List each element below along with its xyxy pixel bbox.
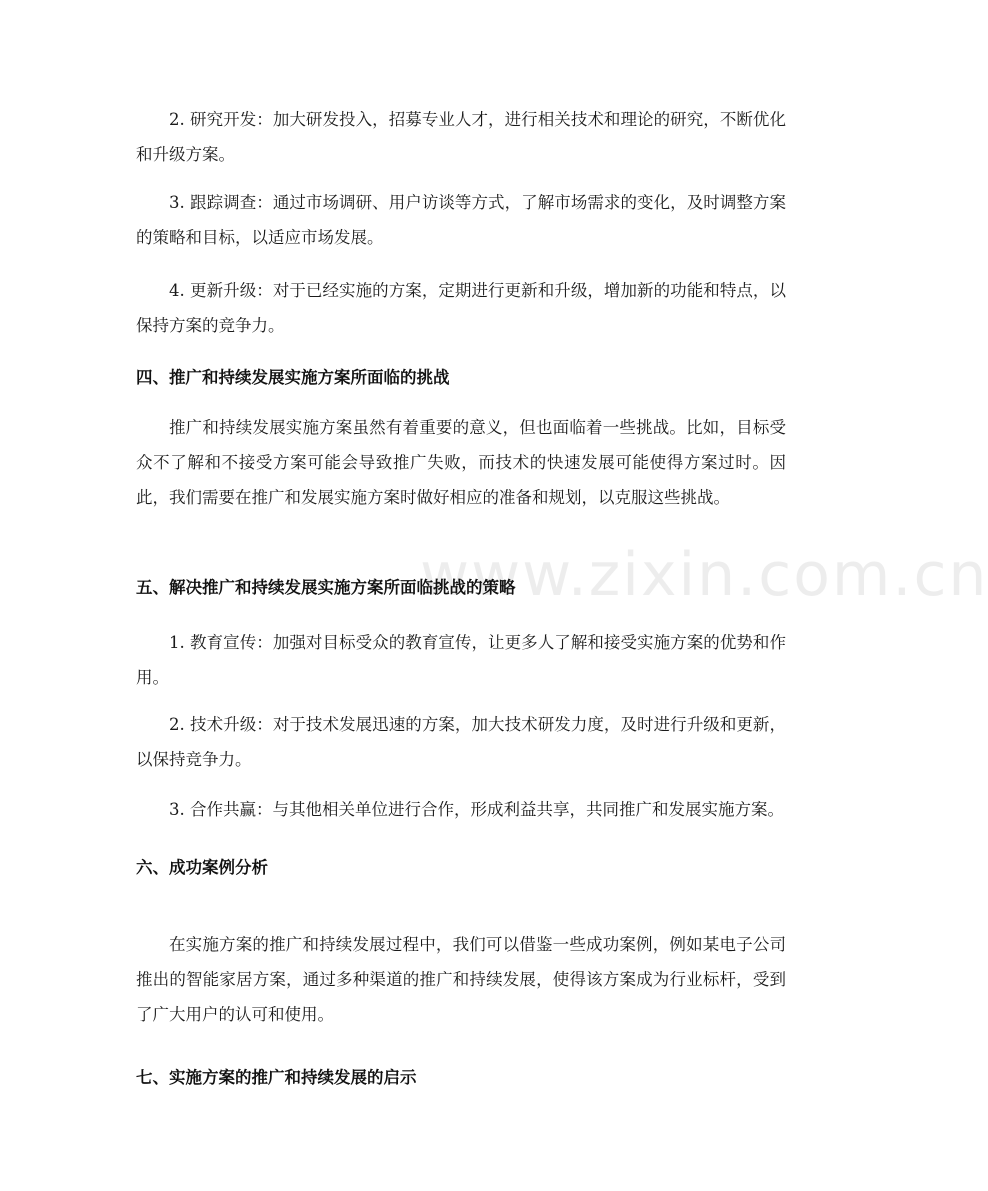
section-heading-insights: 七、实施方案的推广和持续发展的启示 [136, 1068, 417, 1087]
paragraph-tracking-survey: 3. 跟踪调查：通过市场调研、用户访谈等方式，了解市场需求的变化，及时调整方案的策略和目标，以适应市场发展。 [136, 193, 786, 247]
paragraph-research-development: 2. 研究开发：加大研发投入，招募专业人才，进行相关技术和理论的研究，不断优化和升级方案。 [136, 110, 786, 164]
paragraph-education-publicity: 1. 教育宣传：加强对目标受众的教育宣传，让更多人了解和接受实施方案的优势和作用。 [136, 633, 786, 687]
paragraph-challenges: 推广和持续发展实施方案虽然有着重要的意义，但也面临着一些挑战。比如，目标受众不了解和不接受方案可能会导致推广失败，而技术的快速发展可能使得方案过时。因此，我们需要在推广和发展实施方案时做好相应的准备和规划，以克服这些挑战。 [136, 418, 786, 507]
paragraph-case-study: 在实施方案的推广和持续发展过程中，我们可以借鉴一些成功案例，例如某电子公司推出的智能家居方案，通过多种渠道的推广和持续发展，使得该方案成为行业标杆，受到了广大用户的认可和使用。 [136, 935, 786, 1024]
watermark: www.zixin.com.cn [420, 540, 988, 610]
paragraph-technology-upgrade: 2. 技术升级：对于技术发展迅速的方案，加大技术研发力度，及时进行升级和更新，以保持竞争力。 [136, 715, 786, 769]
paragraph-cooperation: 3. 合作共赢：与其他相关单位进行合作，形成利益共享，共同推广和发展实施方案。 [169, 800, 784, 819]
paragraph-update-upgrade: 4. 更新升级：对于已经实施的方案，定期进行更新和升级，增加新的功能和特点，以保持方案的竞争力。 [136, 281, 786, 335]
section-heading-strategies: 五、解决推广和持续发展实施方案所面临挑战的策略 [136, 578, 516, 597]
section-heading-case-study: 六、成功案例分析 [136, 858, 268, 877]
section-heading-challenges: 四、推广和持续发展实施方案所面临的挑战 [136, 368, 450, 387]
